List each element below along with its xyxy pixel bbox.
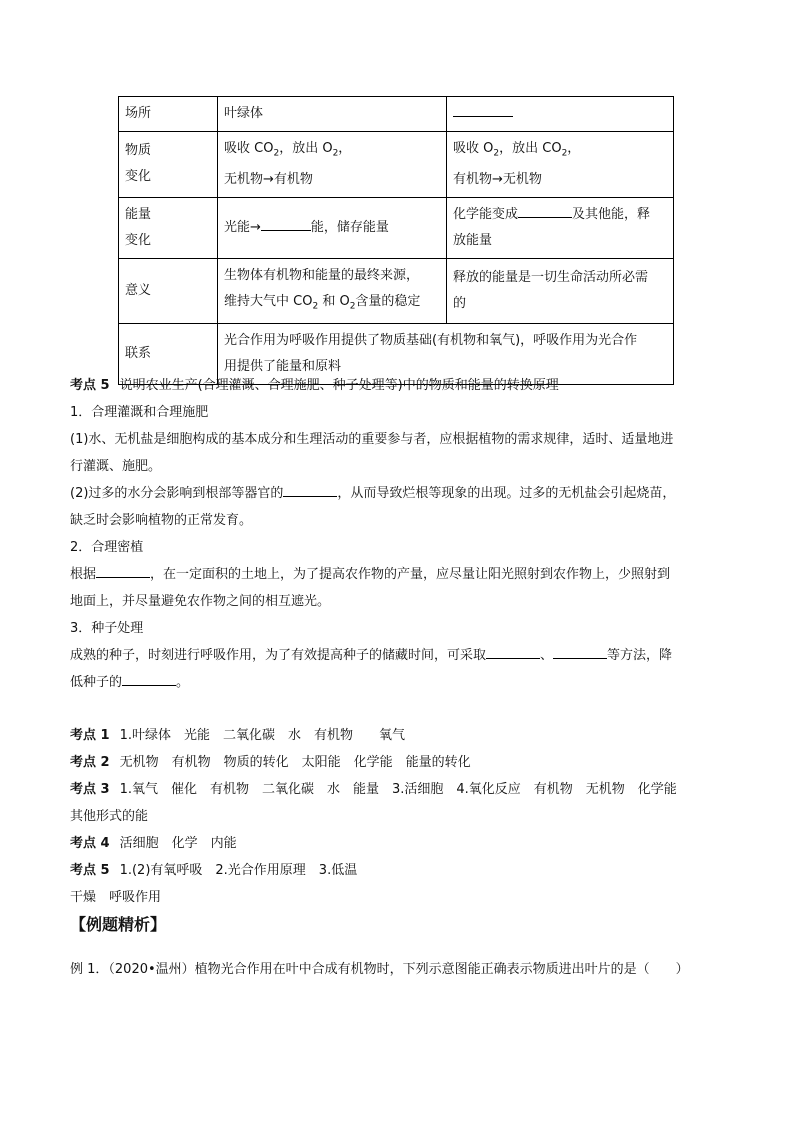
answer-line: 其他形式的能 [70, 809, 149, 824]
table-row [119, 197, 674, 258]
row-header: 场所 [119, 97, 218, 132]
photosynthesis-cell: 生物体有机物和能量的最终来源， 维持大气中 $CO_2$ 和 $O_2$含量的稳定 [218, 258, 447, 324]
row-header: 联系 [119, 324, 218, 385]
s3-paragraph: 成熟的种子，时刻进行呼吸作用，为了有效提高种子的储藏时间，可采取 、 等方法，降 [70, 642, 726, 669]
respiration-cell: 释放的能量是一切生命活动所必需 的 [447, 258, 674, 324]
kd5-heading: 考点 5 说明农业生产(合理灌溉、合理施肥、种子处理等)中的物质和能量的转换原理 [70, 378, 559, 393]
answer-line: 考点 2 无机物 有机物 物质的转化 太阳能 化学能 能量的转化 [70, 755, 471, 770]
row-header: 能量 变化 [119, 197, 218, 258]
table-row [119, 97, 674, 132]
answer-line: 干燥 呼吸作用 [70, 890, 162, 905]
photosynthesis-cell: 吸收 $CO_2$，放出 $O_2$， 无机物→有机物 [218, 132, 447, 198]
answer-line: 考点 5 1.(2)有氧呼吸 2.光合作用原理 3.低温 [70, 863, 358, 878]
fill-blank[interactable] [486, 644, 540, 659]
answers-section [70, 722, 726, 911]
row-header: 物质 变化 [119, 132, 218, 198]
comparison-table [118, 96, 674, 385]
s2-title: 2．合理密植 [70, 540, 144, 555]
fill-blank[interactable] [453, 102, 513, 117]
fill-blank[interactable] [283, 482, 337, 497]
fill-blank[interactable] [261, 216, 311, 231]
kd5-section: 考点 5 说明农业生产(合理灌溉、合理施肥、种子处理等)中的物质和能量的转换原理 1．合理灌溉和合理施肥 (1)水、无机盐是细胞构成的基本成分和生理活动的重要参与者，应根据植物的需求规律，适时、适量地进 行灌溉、施肥。 (2)过多的水分会影响到根部等器官的 ，从而导致烂根等现象的出现。过多的无机盐会引起烧苗， 缺乏时会影响植物的正常发育。 2．合理密植 根据 ，在一定面积的土地上，为了提高农作物的产量，应尽量让阳光照射到农作物上，少照射到 地面上，并尽量避免农作物之间的相互遮光。 3．种子处理 成熟的种子，时刻进行呼吸作用，为了有效提高种子的储藏时间，可采取 、 等方法，降 低种子的 。 [70, 372, 726, 696]
table-row [119, 258, 674, 324]
section-title: 【例题精析】 [70, 915, 167, 934]
fill-blank[interactable] [96, 563, 150, 578]
table-row [119, 132, 674, 198]
relation-cell: 光合作用为呼吸作用提供了物质基础(有机物和氧气)，呼吸作用为光合作 用提供了能量和原料 [218, 324, 674, 385]
respiration-cell: 化学能变成 及其他能，释 放能量 [447, 197, 674, 258]
s1-paragraph-1: (1)水、无机盐是细胞构成的基本成分和生理活动的重要参与者，应根据植物的需求规律，适时、适量地进 [70, 432, 674, 447]
fill-blank[interactable] [553, 644, 607, 659]
answer-line: 考点 3 1.氧气 催化 有机物 二氧化碳 水 能量 3.活细胞 4.氧化反应 有机物 无机物 化学能 [70, 782, 677, 797]
respiration-cell [447, 97, 674, 132]
respiration-cell: 吸收 $O_2$，放出 $CO_2$， 有机物→无机物 [447, 132, 674, 198]
fill-blank[interactable] [518, 203, 572, 218]
answer-line: 考点 4 活细胞 化学 内能 [70, 836, 237, 851]
answer-line: 考点 1 1.叶绿体 光能 二氧化碳 水 有机物 氧气 [70, 728, 405, 743]
s3-title: 3．种子处理 [70, 621, 144, 636]
row-header: 意义 [119, 258, 218, 324]
s2-paragraph: 根据 ，在一定面积的土地上，为了提高农作物的产量，应尽量让阳光照射到农作物上，少照射到 [70, 561, 726, 588]
fill-blank[interactable] [122, 671, 176, 686]
s1-paragraph-2: (2)过多的水分会影响到根部等器官的 ，从而导致烂根等现象的出现。过多的无机盐会引起烧苗， [70, 480, 726, 507]
s1-title: 1．合理灌溉和合理施肥 [70, 405, 209, 420]
photosynthesis-cell: 光能→ 能，储存能量 [218, 197, 447, 258]
photosynthesis-cell: 叶绿体 [218, 97, 447, 132]
example-question: 例 1．（2020•温州）植物光合作用在叶中合成有机物时，下列示意图能正确表示物质进出叶片的是（ ） [70, 962, 689, 977]
